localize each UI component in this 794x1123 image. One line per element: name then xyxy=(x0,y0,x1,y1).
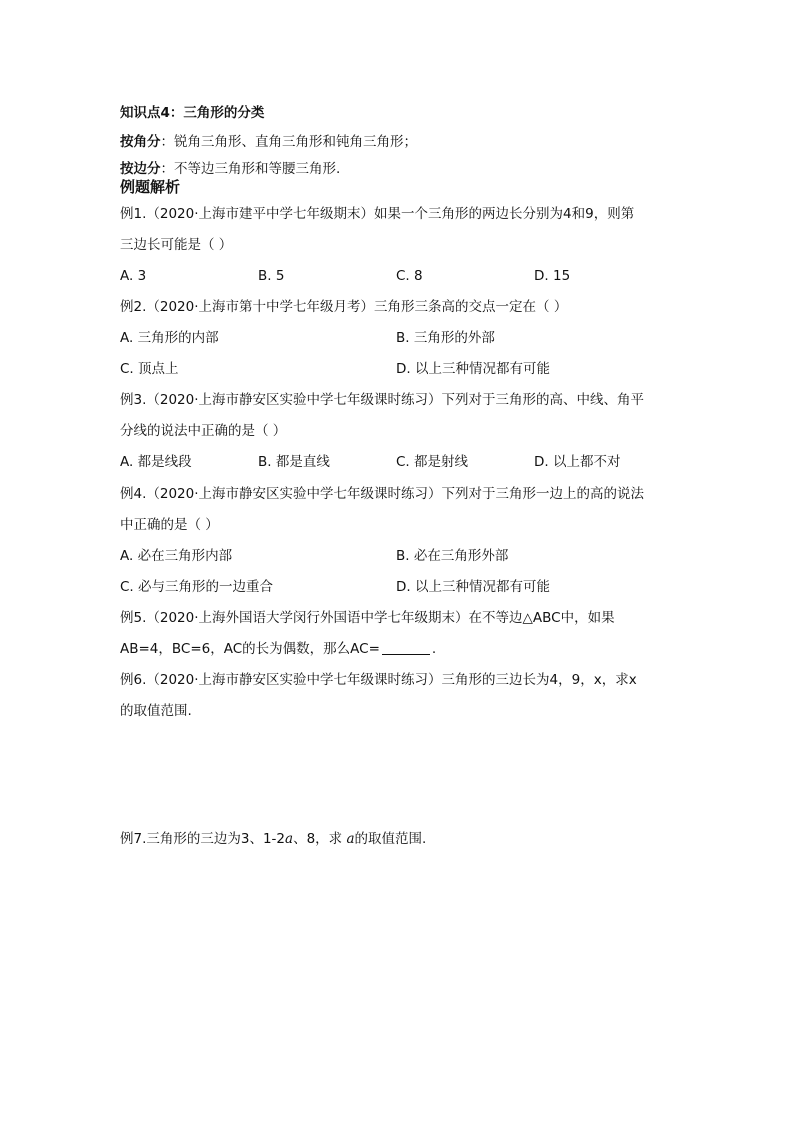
by-side-label: 按边分 xyxy=(120,161,161,177)
variable-a: a xyxy=(285,831,294,847)
option-a: A. 必在三角形内部 xyxy=(120,548,233,564)
question-7-text-3: 的取值范围. xyxy=(354,831,427,847)
question-5-text: AB=4，BC=6，AC的长为偶数，那么AC= xyxy=(120,641,380,657)
option-b: B. 都是直线 xyxy=(258,454,330,470)
question-4-line-2: 中正确的是（ ） xyxy=(120,517,219,533)
option-b: B. 必在三角形外部 xyxy=(396,548,509,564)
option-b: B. 三角形的外部 xyxy=(396,330,495,346)
question-5-period: . xyxy=(431,641,437,657)
question-4-options-row-1 xyxy=(120,546,680,566)
question-3-line-2: 分线的说法中正确的是（ ） xyxy=(120,423,287,439)
question-7-line-1 xyxy=(120,829,426,849)
question-1-line-2: 三边长可能是（ ） xyxy=(120,237,233,253)
option-a: A. 都是线段 xyxy=(120,454,192,470)
option-c: C. 都是射线 xyxy=(396,454,469,470)
option-d: D. 以上三种情况都有可能 xyxy=(396,361,550,377)
question-3-line-1: 例3.（2020·上海市静安区实验中学七年级课时练习）下列对于三角形的高、中线、角平 xyxy=(120,392,645,408)
question-5-line-1: 例5.（2020·上海外国语大学闵行外国语中学七年级期末）在不等边△ABC中，如果 xyxy=(120,610,615,626)
question-6-line-1: 例6.（2020·上海市静安区实验中学七年级课时练习）三角形的三边长为4，9，x，求x xyxy=(120,672,637,688)
option-c: C. 必与三角形的一边重合 xyxy=(120,579,274,595)
question-6-line-2: 的取值范围. xyxy=(120,703,192,719)
question-4-line-1: 例4.（2020·上海市静安区实验中学七年级课时练习）下列对于三角形一边上的高的说法 xyxy=(120,486,645,502)
classification-by-angle xyxy=(120,132,417,152)
by-angle-text: ：锐角三角形、直角三角形和钝角三角形； xyxy=(160,134,417,150)
option-b: B. 5 xyxy=(258,268,285,284)
option-c: C. 顶点上 xyxy=(120,361,179,377)
option-a: A. 三角形的内部 xyxy=(120,330,219,346)
answer-blank[interactable] xyxy=(382,640,430,655)
by-side-text: ：不等边三角形和等腰三角形. xyxy=(160,161,341,177)
question-2-options-row-2 xyxy=(120,359,680,379)
option-d: D. 15 xyxy=(534,268,571,284)
option-d: D. 以上三种情况都有可能 xyxy=(396,579,550,595)
question-4-options-row-2 xyxy=(120,577,680,597)
option-c: C. 8 xyxy=(396,268,423,284)
by-angle-label: 按角分 xyxy=(120,134,161,150)
question-3-options xyxy=(120,452,680,472)
question-5-line-2 xyxy=(120,639,436,659)
option-d: D. 以上都不对 xyxy=(534,454,621,470)
variable-a: a xyxy=(346,831,355,847)
question-1-options xyxy=(120,266,680,286)
question-2-options-row-1 xyxy=(120,328,680,348)
section-title: 知识点4：三角形的分类 xyxy=(120,105,265,121)
question-2-line-1: 例2.（2020·上海市第十中学七年级月考）三角形三条高的交点一定在（ ） xyxy=(120,299,568,315)
classification-by-side xyxy=(120,159,340,179)
option-a: A. 3 xyxy=(120,268,147,284)
question-7-text-1: 例7.三角形的三边为3、1-2 xyxy=(120,831,286,847)
question-7-text-2: 、8，求 xyxy=(293,831,347,847)
examples-heading: 例题解析 xyxy=(120,178,181,196)
question-1-line-1: 例1.（2020·上海市建平中学七年级期末）如果一个三角形的两边长分别为4和9，则第 xyxy=(120,206,635,222)
